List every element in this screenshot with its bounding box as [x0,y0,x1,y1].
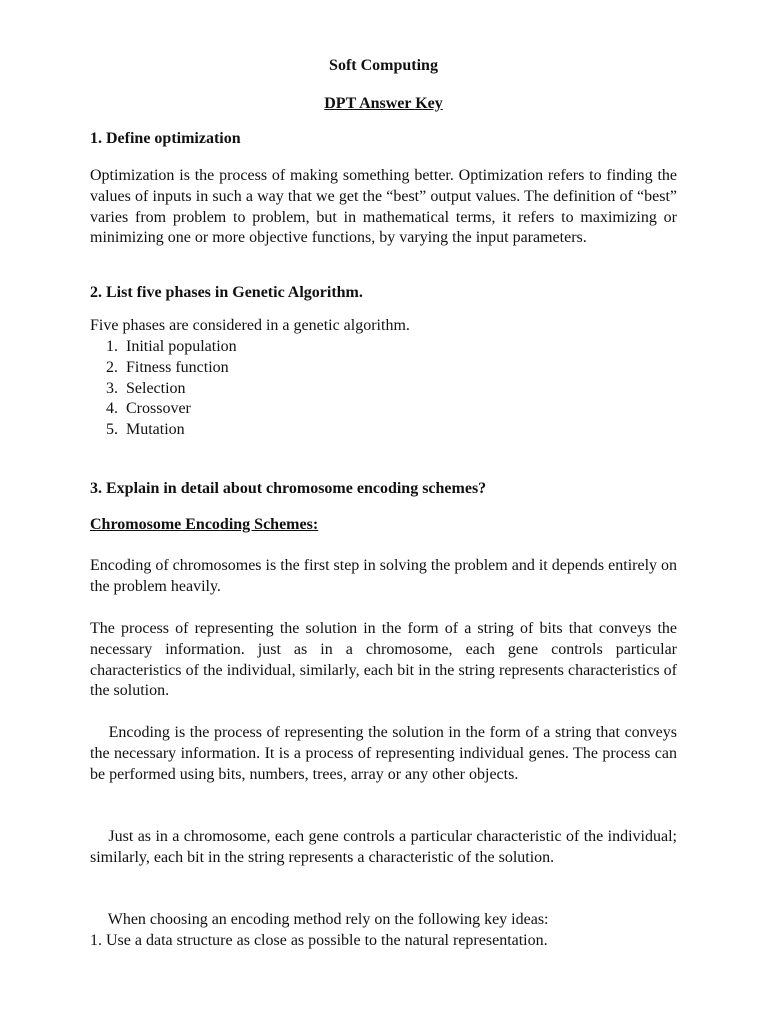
list-item: 2. Fitness function [106,358,229,376]
encoding-paragraph-1: Encoding of chromosomes is the first step in solving the problem and it depends entirely on the problem heavily. [90,557,678,595]
question-1-heading: 1. Define optimization [90,130,241,147]
question-3-heading: 3. Explain in detail about chromosome encoding schemes? [90,480,487,497]
question-2-intro: Five phases are considered in a genetic algorithm. [90,317,410,334]
encoding-paragraph-2: The process of representing the solution in the form of a string of bits that conveys the necessary information. just as in a chromosome, each gene controls particular characteristics of the individual, similarly, each bit in the string represents characteristics of the solution. [90,620,677,700]
list-item: 3. Selection [106,379,186,397]
list-item: 1. Initial population [106,338,237,355]
question-2-heading: 2. List five phases in Genetic Algorithm. [90,284,363,301]
bullet-paragraph-3: When choosing an encoding method rely on the following key ideas: [107,911,549,928]
encoding-schemes-subheading: Chromosome Encoding Schemes: [90,516,319,533]
bullet-paragraph-2: Just as in a chromosome, each gene controls a particular characteristic of the individual; similarly, each bit in the string represents a characteristic of the solution. [90,828,677,866]
document-subtitle: DPT Answer Key [324,95,443,112]
list-item: 5. Mutation [106,421,185,439]
phases-list [90,337,677,441]
key-idea-1: 1. Use a data structure as close as possible to the natural representation. [90,932,548,949]
list-item: 4. Crossover [106,400,191,418]
question-1-answer: Optimization is the process of making something better. Optimization refers to finding the values of inputs in such a way that we get the “best” output values. The definition of “best” varies from problem to problem, but in mathematical terms, it refers to maximizing or minimizing one or more objective functions, by varying the input parameters. [90,167,677,247]
bullet-paragraph-1: Encoding is the process of representing the solution in the form of a string that conveys the necessary information. It is a process of representing individual genes. The process can be performed using bits, numbers, trees, array or any other objects. [90,724,678,783]
document-title: Soft Computing [329,57,438,74]
